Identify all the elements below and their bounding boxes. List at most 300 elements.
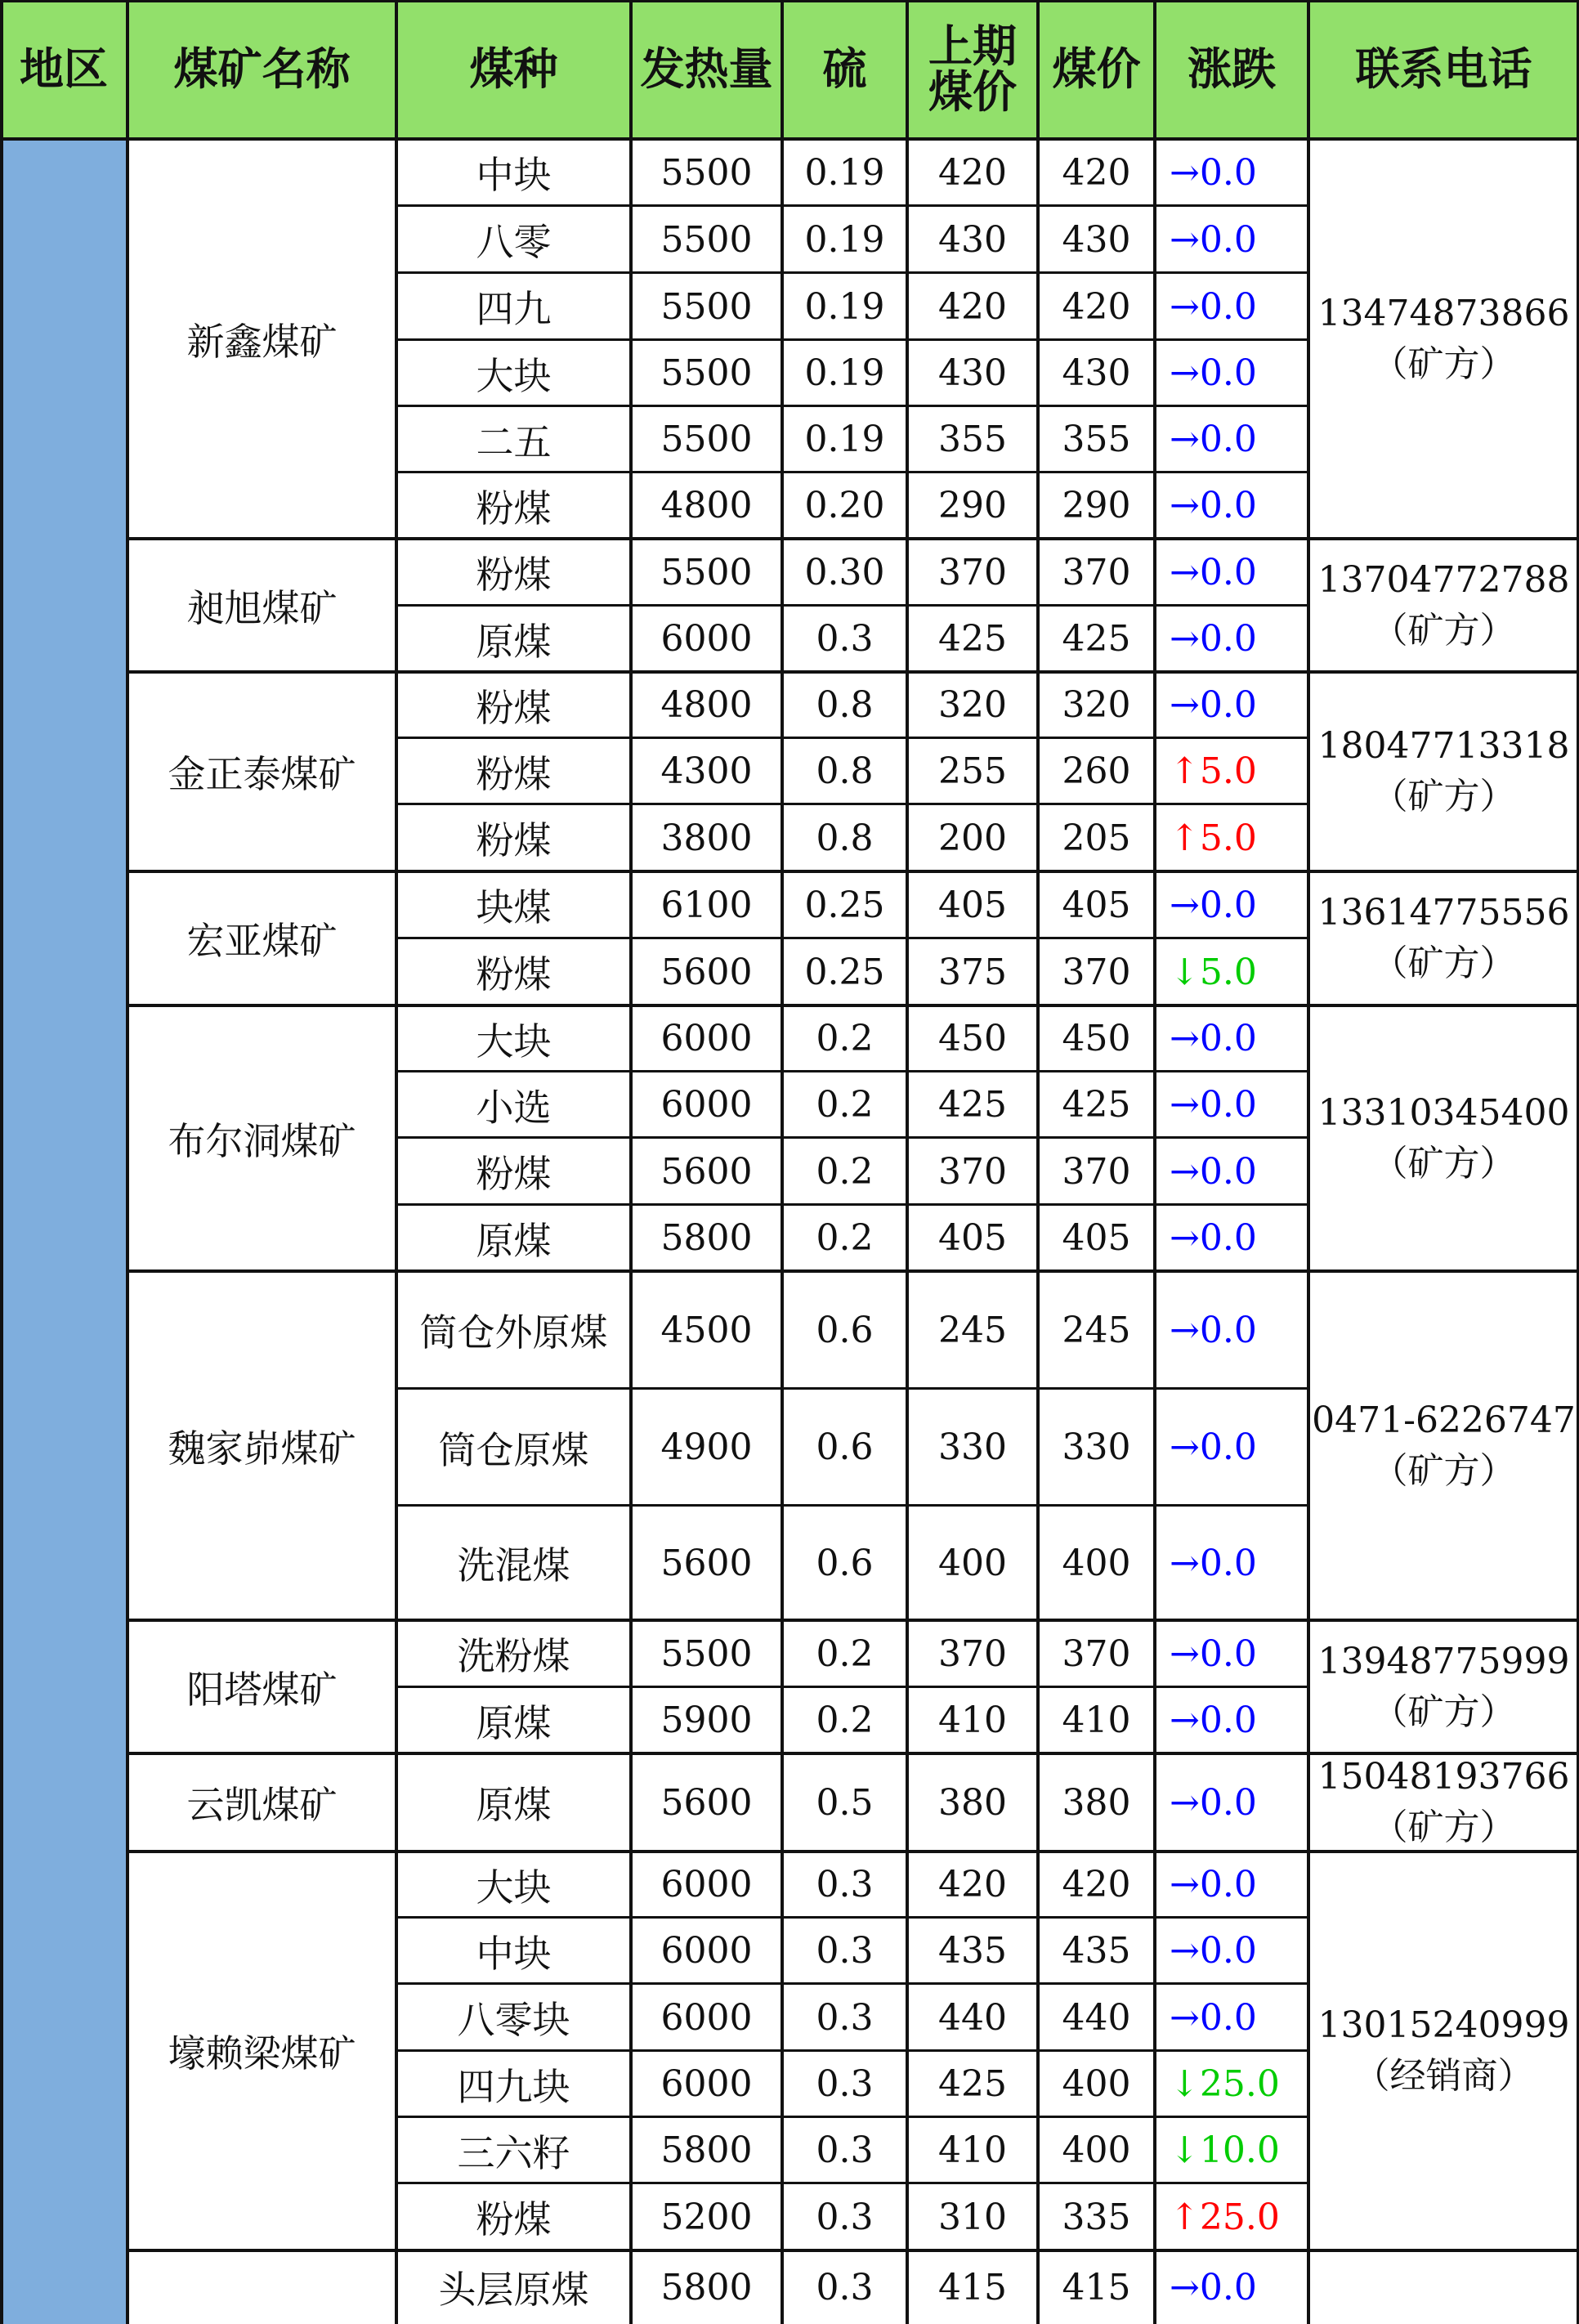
grid-line	[629, 0, 633, 2324]
grid-line	[396, 2182, 1308, 2184]
sulfur-cell	[782, 738, 907, 804]
coal-type-value: 头层原煤	[438, 2268, 589, 2312]
change-value: 5.0	[1199, 750, 1257, 792]
coal-type-cell	[396, 738, 631, 804]
arrow-right-icon: →	[1170, 551, 1200, 593]
sulfur-cell	[782, 1852, 907, 1918]
grid-line	[395, 0, 398, 2324]
sulfur-value: 0.19	[804, 352, 885, 394]
grid-line	[396, 1916, 1308, 1919]
price-cell	[1038, 804, 1155, 871]
phone-number: 13015240999	[1317, 2004, 1570, 2046]
contact-role: （矿方）	[1371, 1142, 1516, 1184]
coal-type-value: 筒仓外原煤	[419, 1310, 608, 1355]
sulfur-cell	[782, 1753, 907, 1852]
price-value: 425	[1062, 618, 1131, 660]
change-value: 0.0	[1199, 218, 1257, 261]
prev-price-cell	[907, 1852, 1038, 1918]
calorific-value: 5500	[660, 285, 753, 328]
contact-role: （矿方）	[1371, 343, 1516, 385]
calorific-value: 5800	[660, 2266, 753, 2308]
calorific-cell	[631, 472, 782, 539]
arrow-right-icon: →	[1170, 285, 1200, 328]
calorific-value: 6000	[660, 1864, 753, 1905]
grid-line	[1307, 0, 1310, 2324]
coal-type-cell	[396, 2183, 631, 2250]
prev-price-value: 370	[938, 1632, 1007, 1675]
change-cell	[1155, 1852, 1308, 1918]
grid-line	[396, 338, 1308, 341]
calorific-value: 5800	[660, 2129, 753, 2171]
arrow-right-icon: →	[1170, 1996, 1200, 2039]
sulfur-cell	[782, 472, 907, 539]
sulfur-cell	[782, 1687, 907, 1753]
change-value: 0.0	[1199, 618, 1257, 660]
grid-line	[396, 271, 1308, 274]
header-mine-name-label: 煤矿名称	[173, 43, 351, 95]
change-cell	[1155, 804, 1308, 871]
prev-price-cell	[907, 1918, 1038, 1984]
change-cell	[1155, 2051, 1308, 2117]
change-cell	[1155, 1205, 1308, 1271]
coal-type-value: 块煤	[476, 885, 552, 929]
coal-type-cell	[396, 273, 631, 340]
sulfur-cell	[782, 672, 907, 738]
calorific-value: 5600	[660, 1542, 753, 1584]
sulfur-value: 0.19	[804, 218, 885, 261]
price-value: 260	[1062, 750, 1131, 792]
phone-cell	[1308, 539, 1579, 672]
prev-price-cell	[907, 938, 1038, 1005]
prev-price-value: 425	[938, 1084, 1007, 1126]
price-value: 400	[1062, 2129, 1131, 2171]
change-value: 0.0	[1199, 1930, 1257, 1972]
coal-type-cell	[396, 340, 631, 406]
mine-name: 布尔洞煤矿	[168, 1118, 356, 1163]
calorific-value: 4900	[660, 1426, 753, 1468]
calorific-value: 6000	[660, 2063, 753, 2105]
change-cell	[1155, 871, 1308, 938]
calorific-value: 5500	[660, 151, 753, 194]
price-value: 370	[1062, 1632, 1131, 1675]
grid-line	[396, 471, 1308, 473]
arrow-right-icon: →	[1170, 684, 1200, 726]
calorific-cell	[631, 1687, 782, 1753]
sulfur-cell	[782, 1984, 907, 2051]
price-value: 400	[1062, 1542, 1131, 1584]
coal-type-cell	[396, 938, 631, 1005]
prev-price-cell	[907, 2051, 1038, 2117]
price-cell	[1038, 273, 1155, 340]
phone-cell	[1308, 2250, 1579, 2324]
arrow-right-icon: →	[1170, 618, 1200, 660]
change-value: 0.0	[1199, 419, 1257, 460]
arrow-up-icon: ↑	[1170, 2196, 1200, 2238]
sulfur-cell	[782, 273, 907, 340]
prev-price-cell	[907, 672, 1038, 738]
mine-name: 昶旭煤矿	[186, 585, 338, 630]
price-cell	[1038, 1005, 1155, 1072]
grid-line	[396, 1982, 1308, 1985]
change-value: 5.0	[1199, 817, 1257, 859]
calorific-value: 4300	[660, 750, 753, 792]
sulfur-cell	[782, 1918, 907, 1984]
prev-price-cell	[907, 273, 1038, 340]
coal-type-cell	[396, 1852, 631, 1918]
calorific-value: 5500	[660, 218, 753, 261]
price-cell	[1038, 472, 1155, 539]
change-cell	[1155, 1138, 1308, 1205]
arrow-right-icon: →	[1170, 1930, 1200, 1972]
price-value: 405	[1062, 1217, 1131, 1259]
price-value: 420	[1062, 151, 1131, 194]
change-value: 0.0	[1199, 1150, 1257, 1193]
grid-line	[396, 1686, 1308, 1688]
calorific-cell	[631, 1205, 782, 1271]
change-cell	[1155, 539, 1308, 606]
sulfur-cell	[782, 206, 907, 273]
arrow-down-icon: ↓	[1170, 951, 1200, 993]
sulfur-cell	[782, 1072, 907, 1138]
change-cell	[1155, 1984, 1308, 2051]
prev-price-value: 410	[938, 2129, 1007, 2171]
price-value: 320	[1062, 684, 1131, 726]
mine-name-cell	[127, 1005, 396, 1271]
sulfur-value: 0.6	[816, 1542, 874, 1584]
coal-type-value: 筒仓原煤	[438, 1427, 589, 1472]
arrow-right-icon: →	[1170, 1864, 1200, 1905]
prev-price-value: 355	[938, 419, 1007, 460]
contact-role: （矿方）	[1371, 1449, 1516, 1492]
price-cell	[1038, 1506, 1155, 1620]
header-sulfur-label: 硫	[822, 43, 867, 95]
arrow-up-icon: ↑	[1170, 750, 1200, 792]
sulfur-value: 0.8	[816, 817, 874, 859]
header-sulfur	[782, 0, 907, 139]
prev-price-value: 450	[938, 1018, 1007, 1059]
coal-type-value: 大块	[476, 353, 552, 398]
price-cell	[1038, 1753, 1155, 1852]
mine-name-cell	[127, 539, 396, 672]
coal-type-cell	[396, 1072, 631, 1138]
coal-type-value: 粉煤	[476, 486, 552, 531]
contact-role: （矿方）	[1371, 943, 1516, 984]
mine-name-cell	[127, 871, 396, 1005]
coal-type-value: 原煤	[476, 1700, 552, 1745]
prev-price-value: 405	[938, 884, 1007, 926]
calorific-cell	[631, 406, 782, 472]
calorific-value: 6000	[660, 1018, 753, 1059]
sulfur-cell	[782, 1389, 907, 1506]
change-cell	[1155, 206, 1308, 273]
arrow-right-icon: →	[1170, 1699, 1200, 1741]
grid-line	[396, 1387, 1308, 1390]
arrow-down-icon: ↓	[1170, 2063, 1200, 2105]
coal-type-cell	[396, 672, 631, 738]
prev-price-value: 370	[938, 551, 1007, 593]
header-price	[1038, 0, 1155, 139]
change-value: 10.0	[1199, 2129, 1280, 2171]
coal-type-cell	[396, 606, 631, 672]
change-cell	[1155, 340, 1308, 406]
prev-price-value: 290	[938, 485, 1007, 526]
price-cell	[1038, 340, 1155, 406]
contact-role: （矿方）	[1371, 776, 1516, 817]
phone-number: 15048193766	[1317, 1756, 1570, 1798]
sulfur-value: 0.3	[816, 2196, 874, 2238]
sulfur-value: 0.3	[816, 618, 874, 660]
calorific-value: 3800	[660, 817, 753, 859]
calorific-cell	[631, 2117, 782, 2183]
header-prev-price	[907, 0, 1038, 139]
coal-type-cell	[396, 2117, 631, 2183]
calorific-value: 4800	[660, 684, 753, 726]
calorific-value: 5500	[660, 352, 753, 394]
change-value: 0.0	[1199, 1781, 1257, 1824]
prev-price-cell	[907, 139, 1038, 206]
sulfur-value: 0.19	[804, 151, 885, 194]
calorific-value: 5600	[660, 951, 753, 993]
calorific-cell	[631, 340, 782, 406]
contact-role: （经销商）	[1353, 2055, 1534, 2097]
sulfur-value: 0.2	[816, 1018, 874, 1059]
grid-line	[396, 803, 1308, 805]
price-value: 370	[1062, 551, 1131, 593]
change-cell	[1155, 1753, 1308, 1852]
contact-role: （矿方）	[1371, 1807, 1516, 1848]
price-value: 420	[1062, 285, 1131, 328]
calorific-cell	[631, 871, 782, 938]
price-value: 435	[1062, 1930, 1131, 1972]
change-cell	[1155, 1620, 1308, 1687]
grid-line	[1153, 0, 1156, 2324]
coal-type-value: 粉煤	[476, 2197, 552, 2241]
change-cell	[1155, 1918, 1308, 1984]
coal-type-value: 八零	[476, 220, 552, 264]
sulfur-value: 0.2	[816, 1150, 874, 1193]
calorific-cell	[631, 1918, 782, 1984]
prev-price-cell	[907, 871, 1038, 938]
phone-number: 13474873866	[1317, 292, 1570, 334]
coal-type-cell	[396, 1271, 631, 1389]
prev-price-cell	[907, 406, 1038, 472]
grid-line	[396, 1136, 1308, 1139]
sulfur-value: 0.3	[816, 1864, 874, 1905]
change-value: 5.0	[1199, 951, 1257, 993]
arrow-right-icon: →	[1170, 1217, 1200, 1259]
sulfur-value: 0.8	[816, 684, 874, 726]
sulfur-value: 0.19	[804, 285, 885, 328]
grid-line	[396, 2116, 1308, 2118]
mine-name: 魏家峁煤矿	[168, 1426, 356, 1471]
phone-number: 13704772788	[1317, 558, 1570, 601]
change-value: 0.0	[1199, 1426, 1257, 1468]
mine-name-cell	[127, 1753, 396, 1852]
prev-price-cell	[907, 1072, 1038, 1138]
phone-cell	[1308, 871, 1579, 1005]
calorific-value: 6000	[660, 618, 753, 660]
coal-type-cell	[396, 539, 631, 606]
calorific-value: 5500	[660, 1632, 753, 1675]
change-value: 0.0	[1199, 1309, 1257, 1351]
prev-price-value: 310	[938, 2196, 1007, 2238]
arrow-right-icon: →	[1170, 1150, 1200, 1193]
sulfur-value: 0.19	[804, 419, 885, 460]
arrow-right-icon: →	[1170, 2266, 1200, 2308]
prev-price-cell	[907, 1620, 1038, 1687]
change-value: 0.0	[1199, 551, 1257, 593]
header-phone	[1308, 0, 1579, 139]
sulfur-cell	[782, 2117, 907, 2183]
grid-line	[396, 1504, 1308, 1507]
price-cell	[1038, 1205, 1155, 1271]
price-cell	[1038, 1620, 1155, 1687]
coal-type-value: 粉煤	[476, 818, 552, 862]
grid-line	[0, 0, 3, 2324]
sulfur-cell	[782, 139, 907, 206]
sulfur-value: 0.3	[816, 2063, 874, 2105]
mine-name: 阳塔煤矿	[186, 1667, 338, 1712]
coal-type-value: 大块	[476, 1865, 552, 1910]
prev-price-value: 430	[938, 218, 1007, 261]
header-calorific-label: 发热量	[640, 43, 773, 95]
price-cell	[1038, 2250, 1155, 2324]
calorific-cell	[631, 273, 782, 340]
calorific-cell	[631, 139, 782, 206]
coal-type-value: 中块	[476, 153, 552, 197]
coal-type-value: 中块	[476, 1931, 552, 1976]
calorific-value: 5900	[660, 1699, 753, 1741]
sulfur-cell	[782, 2183, 907, 2250]
price-value: 205	[1062, 817, 1131, 859]
coal-type-value: 二五	[476, 419, 552, 464]
contact-role: （矿方）	[1371, 1690, 1516, 1733]
sulfur-value: 0.2	[816, 1084, 874, 1126]
calorific-cell	[631, 206, 782, 273]
sulfur-cell	[782, 871, 907, 938]
change-cell	[1155, 2183, 1308, 2250]
coal-type-cell	[396, 139, 631, 206]
prev-price-value: 330	[938, 1426, 1007, 1468]
coal-type-value: 原煤	[476, 1218, 552, 1263]
sulfur-value: 0.25	[804, 951, 885, 993]
calorific-cell	[631, 804, 782, 871]
region-cell	[0, 139, 127, 2324]
calorific-cell	[631, 1753, 782, 1852]
change-cell	[1155, 738, 1308, 804]
price-cell	[1038, 1389, 1155, 1506]
calorific-cell	[631, 1506, 782, 1620]
sulfur-value: 0.25	[804, 884, 885, 926]
prev-price-value: 320	[938, 684, 1007, 726]
coal-type-value: 八零块	[457, 1998, 570, 2042]
change-value: 25.0	[1199, 2196, 1280, 2238]
sulfur-cell	[782, 1005, 907, 1072]
calorific-cell	[631, 2250, 782, 2324]
price-value: 430	[1062, 218, 1131, 261]
calorific-cell	[631, 539, 782, 606]
arrow-down-icon: ↓	[1170, 2129, 1200, 2171]
sulfur-cell	[782, 804, 907, 871]
price-cell	[1038, 2183, 1155, 2250]
arrow-right-icon: →	[1170, 1018, 1200, 1059]
header-mine-name	[127, 0, 396, 139]
grid-line	[906, 0, 909, 2324]
coal-type-cell	[396, 1005, 631, 1072]
prev-price-cell	[907, 2183, 1038, 2250]
mine-name: 壕赖梁煤矿	[168, 2031, 356, 2075]
coal-type-cell	[396, 206, 631, 273]
price-value: 355	[1062, 419, 1131, 460]
grid-line	[396, 604, 1308, 607]
coal-type-cell	[396, 1687, 631, 1753]
grid-line	[126, 0, 129, 2324]
prev-price-value: 380	[938, 1781, 1007, 1824]
phone-cell	[1308, 1271, 1579, 1620]
prev-price-cell	[907, 1506, 1038, 1620]
price-value: 425	[1062, 1084, 1131, 1126]
header-price-label: 煤价	[1052, 43, 1141, 95]
price-value: 430	[1062, 352, 1131, 394]
price-cell	[1038, 2117, 1155, 2183]
arrow-right-icon: →	[1170, 1781, 1200, 1824]
calorific-cell	[631, 1984, 782, 2051]
phone-cell	[1308, 1620, 1579, 1753]
sulfur-value: 0.30	[804, 551, 885, 593]
contact-role: （矿方）	[1371, 609, 1516, 652]
coal-type-cell	[396, 1620, 631, 1687]
prev-price-cell	[907, 804, 1038, 871]
sulfur-value: 0.3	[816, 2266, 874, 2308]
mine-name-cell	[127, 2250, 396, 2324]
calorific-value: 4800	[660, 485, 753, 526]
calorific-cell	[631, 738, 782, 804]
grid-line	[396, 1070, 1308, 1072]
price-value: 400	[1062, 2063, 1131, 2105]
phone-number: 18047713318	[1317, 725, 1570, 767]
prev-price-cell	[907, 1687, 1038, 1753]
coal-type-value: 原煤	[476, 1783, 552, 1827]
mine-name-cell	[127, 1271, 396, 1620]
coal-type-value: 小选	[476, 1085, 552, 1130]
arrow-right-icon: →	[1170, 419, 1200, 460]
coal-type-value: 四九	[476, 287, 552, 331]
prev-price-value: 405	[938, 1217, 1007, 1259]
price-value: 245	[1062, 1309, 1131, 1351]
coal-type-cell	[396, 1984, 631, 2051]
sulfur-value: 0.2	[816, 1699, 874, 1741]
calorific-cell	[631, 1005, 782, 1072]
change-cell	[1155, 2117, 1308, 2183]
coal-type-cell	[396, 871, 631, 938]
calorific-cell	[631, 1138, 782, 1205]
price-cell	[1038, 206, 1155, 273]
coal-type-cell	[396, 1389, 631, 1506]
prev-price-cell	[907, 206, 1038, 273]
prev-price-value: 375	[938, 951, 1007, 993]
coal-type-cell	[396, 472, 631, 539]
prev-price-cell	[907, 738, 1038, 804]
coal-type-cell	[396, 1918, 631, 1984]
calorific-cell	[631, 938, 782, 1005]
calorific-value: 5800	[660, 1217, 753, 1259]
arrow-right-icon: →	[1170, 485, 1200, 526]
prev-price-cell	[907, 2117, 1038, 2183]
change-value: 0.0	[1199, 352, 1257, 394]
calorific-value: 6000	[660, 1930, 753, 1972]
calorific-cell	[631, 672, 782, 738]
prev-price-value: 245	[938, 1309, 1007, 1351]
